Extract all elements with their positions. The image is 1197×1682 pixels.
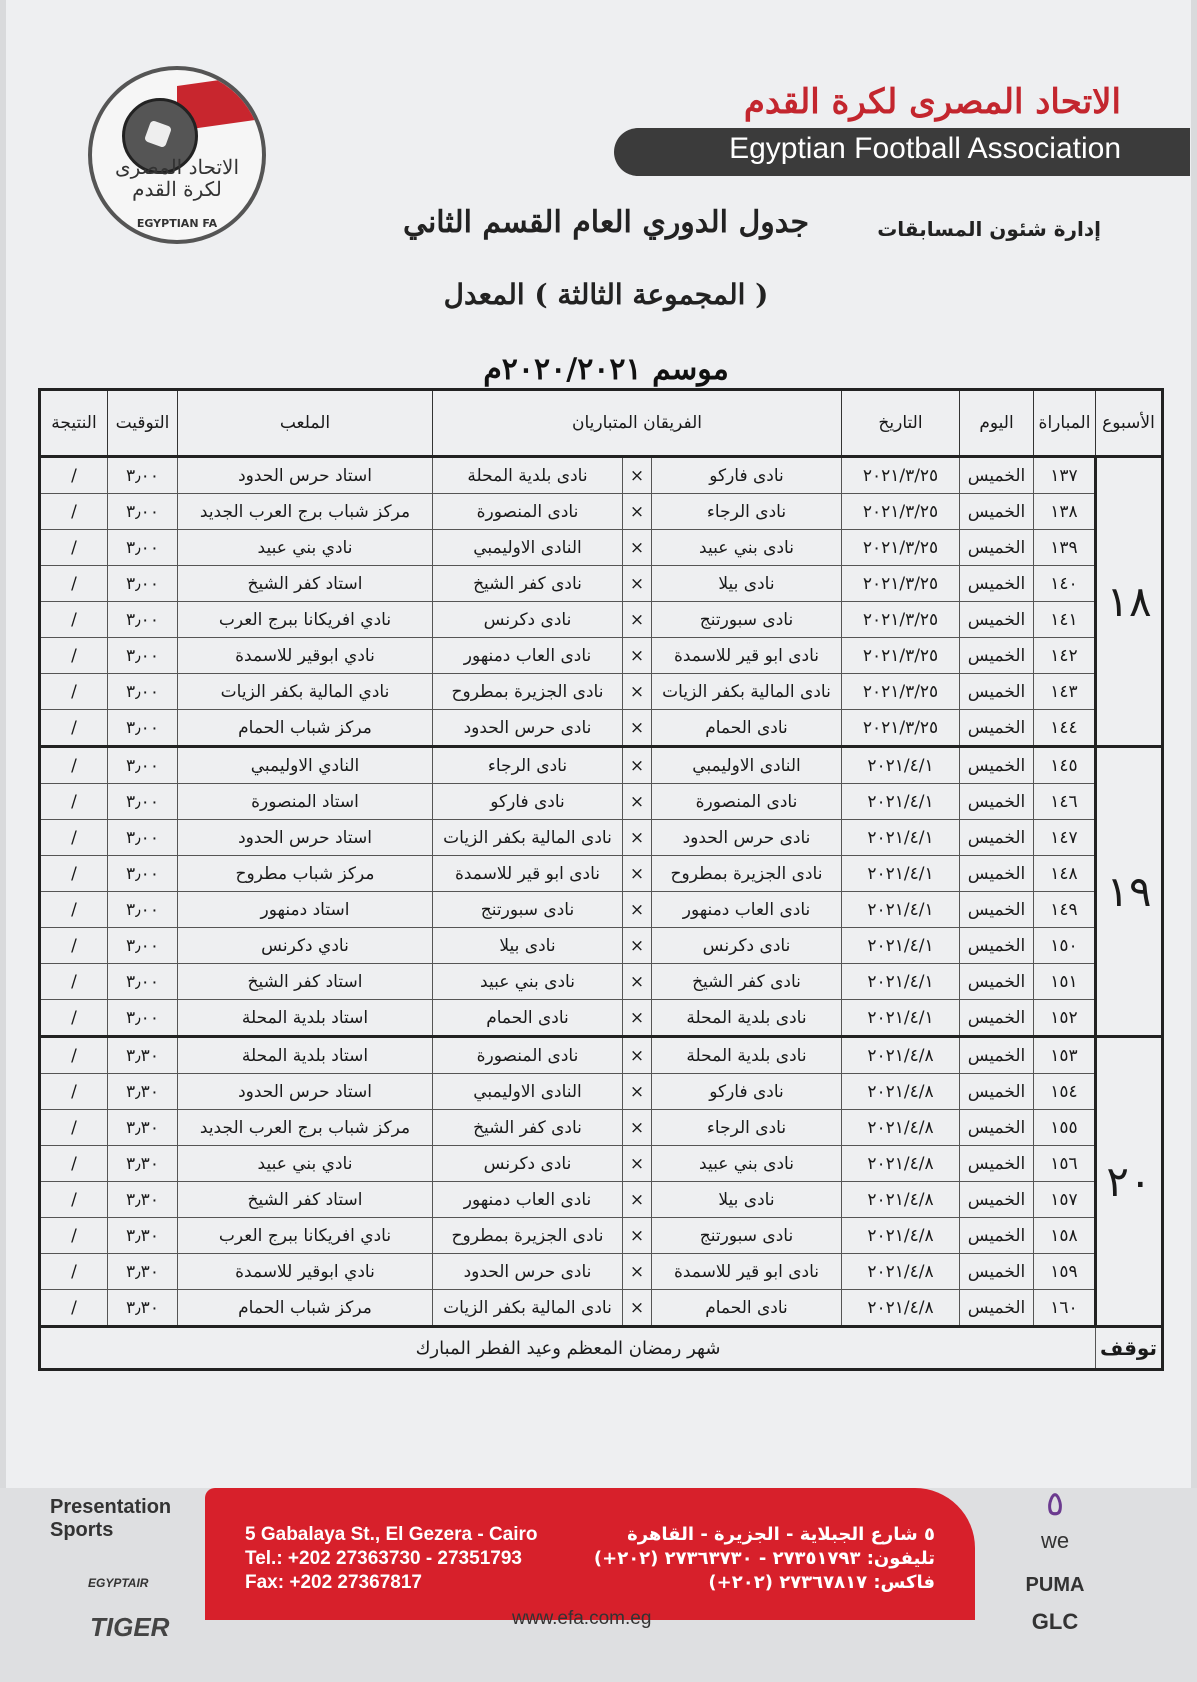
kickoff-time: ٣٫٠٠ <box>108 892 178 928</box>
away-team: نادى الرجاء <box>433 747 623 784</box>
result-cell: / <box>40 784 108 820</box>
away-team: نادى بلدية المحلة <box>433 457 623 494</box>
versus-mark: × <box>623 820 652 856</box>
col-time: التوقيت <box>108 390 178 457</box>
org-name-ar: الاتحاد المصرى لكرة القدم <box>743 82 1121 122</box>
logo-text-en: EGYPTIAN FA <box>136 217 218 230</box>
match-number: ١٣٧ <box>1034 457 1096 494</box>
kickoff-time: ٣٫٠٠ <box>108 964 178 1000</box>
home-team: نادى الجزيرة بمطروح <box>652 856 842 892</box>
result-cell: / <box>40 1074 108 1110</box>
kickoff-time: ٣٫٣٠ <box>108 1074 178 1110</box>
match-day: الخميس <box>960 638 1034 674</box>
match-day: الخميس <box>960 602 1034 638</box>
stadium: نادي ابوقير للاسمدة <box>178 1254 433 1290</box>
table-row <box>40 566 1163 602</box>
pause-row <box>40 1327 1163 1370</box>
versus-mark: × <box>623 457 652 494</box>
versus-mark: × <box>623 674 652 710</box>
versus-mark: × <box>623 784 652 820</box>
away-team: نادى بيلا <box>433 928 623 964</box>
match-number: ١٥١ <box>1034 964 1096 1000</box>
match-number: ١٤٨ <box>1034 856 1096 892</box>
stadium: نادي دكرنس <box>178 928 433 964</box>
match-date: ٢٠٢١/٤/٨ <box>842 1290 960 1327</box>
website-link[interactable]: www.efa.com.eg <box>512 1608 652 1629</box>
result-cell: / <box>40 674 108 710</box>
versus-mark: × <box>623 710 652 747</box>
match-number: ١٤٠ <box>1034 566 1096 602</box>
result-cell: / <box>40 566 108 602</box>
stadium: مركز شباب برج العرب الجديد <box>178 494 433 530</box>
match-date: ٢٠٢١/٣/٢٥ <box>842 638 960 674</box>
stadium: مركز شباب برج العرب الجديد <box>178 1110 433 1146</box>
home-team: النادى الاوليمبي <box>652 747 842 784</box>
match-day: الخميس <box>960 820 1034 856</box>
match-date: ٢٠٢١/٤/٨ <box>842 1037 960 1074</box>
match-day: الخميس <box>960 1182 1034 1218</box>
match-day: الخميس <box>960 1254 1034 1290</box>
match-day: الخميس <box>960 1000 1034 1037</box>
home-team: نادى بيلا <box>652 566 842 602</box>
table-row <box>40 602 1163 638</box>
match-number: ١٤٧ <box>1034 820 1096 856</box>
match-date: ٢٠٢١/٣/٢٥ <box>842 710 960 747</box>
away-team: نادى بني عبيد <box>433 964 623 1000</box>
stadium: استاد بلدية المحلة <box>178 1000 433 1037</box>
stadium: استاد كفر الشيخ <box>178 964 433 1000</box>
match-date: ٢٠٢١/٤/٨ <box>842 1146 960 1182</box>
match-number: ١٣٨ <box>1034 494 1096 530</box>
match-date: ٢٠٢١/٣/٢٥ <box>842 602 960 638</box>
away-team: النادى الاوليمبي <box>433 1074 623 1110</box>
result-cell: / <box>40 710 108 747</box>
table-row <box>40 457 1163 494</box>
kickoff-time: ٣٫٠٠ <box>108 747 178 784</box>
result-cell: / <box>40 928 108 964</box>
result-cell: / <box>40 856 108 892</box>
we-logo: we <box>1040 1528 1070 1553</box>
match-number: ١٥٨ <box>1034 1218 1096 1254</box>
result-cell: / <box>40 1037 108 1074</box>
match-date: ٢٠٢١/٤/١ <box>842 964 960 1000</box>
kickoff-time: ٣٫٠٠ <box>108 494 178 530</box>
match-day: الخميس <box>960 1146 1034 1182</box>
versus-mark: × <box>623 964 652 1000</box>
stadium: استاد كفر الشيخ <box>178 1182 433 1218</box>
match-day: الخميس <box>960 1110 1034 1146</box>
kickoff-time: ٣٫٠٠ <box>108 820 178 856</box>
result-cell: / <box>40 892 108 928</box>
home-team: نادى الرجاء <box>652 1110 842 1146</box>
result-cell: / <box>40 530 108 566</box>
stadium: مركز شباب الحمام <box>178 1290 433 1327</box>
we-icon: ٥ <box>1045 1485 1065 1523</box>
match-number: ١٦٠ <box>1034 1290 1096 1327</box>
result-cell: / <box>40 964 108 1000</box>
table-row <box>40 1146 1163 1182</box>
col-match: المباراة <box>1034 390 1096 457</box>
department-label: إدارة شئون المسابقات <box>877 217 1101 241</box>
week-number: ١٩ <box>1096 747 1163 1037</box>
tel-en: Tel.: +202 27363730 - 27351793 <box>245 1548 522 1569</box>
match-number: ١٥٣ <box>1034 1037 1096 1074</box>
home-team: نادى الحمام <box>652 710 842 747</box>
tel-ar: تليفون: ٢٧٣٥١٧٩٣ - ٢٧٣٦٣٧٣٠ (٢٠٢+) <box>593 1548 935 1569</box>
fax-en: Fax: +202 27367817 <box>245 1572 422 1593</box>
result-cell: / <box>40 1290 108 1327</box>
puma-logo: PUMA <box>1025 1574 1085 1596</box>
pause-text: شهر رمضان المعظم وعيد الفطر المبارك <box>40 1327 1096 1370</box>
away-team: نادى الجزيرة بمطروح <box>433 1218 623 1254</box>
address-line-en: 5 Gabalaya St., El Gezera - Cairo <box>245 1524 538 1545</box>
home-team: نادى بني عبيد <box>652 1146 842 1182</box>
home-team: نادى المنصورة <box>652 784 842 820</box>
match-date: ٢٠٢١/٤/١ <box>842 856 960 892</box>
table-row <box>40 1037 1163 1074</box>
versus-mark: × <box>623 856 652 892</box>
match-number: ١٥٠ <box>1034 928 1096 964</box>
versus-mark: × <box>623 892 652 928</box>
match-day: الخميس <box>960 710 1034 747</box>
match-date: ٢٠٢١/٤/١ <box>842 784 960 820</box>
result-cell: / <box>40 820 108 856</box>
table-row <box>40 710 1163 747</box>
versus-mark: × <box>623 494 652 530</box>
sponsors-left <box>50 1496 200 1643</box>
table-header-row <box>40 390 1163 457</box>
table-row <box>40 856 1163 892</box>
stadium: نادي ابوقير للاسمدة <box>178 638 433 674</box>
table-row <box>40 494 1163 530</box>
stadium: مركز شباب مطروح <box>178 856 433 892</box>
kickoff-time: ٣٫٣٠ <box>108 1146 178 1182</box>
away-team: نادى حرس الحدود <box>433 710 623 747</box>
match-date: ٢٠٢١/٤/٨ <box>842 1182 960 1218</box>
kickoff-time: ٣٫٠٠ <box>108 602 178 638</box>
sponsors-right <box>1000 1486 1110 1635</box>
kickoff-time: ٣٫٣٠ <box>108 1110 178 1146</box>
table-row <box>40 1182 1163 1218</box>
match-day: الخميس <box>960 1218 1034 1254</box>
away-team: نادى فاركو <box>433 784 623 820</box>
match-day: الخميس <box>960 530 1034 566</box>
versus-mark: × <box>623 1182 652 1218</box>
stadium: استاد دمنهور <box>178 892 433 928</box>
versus-mark: × <box>623 530 652 566</box>
address-ar <box>594 1523 935 1595</box>
col-stadium: الملعب <box>178 390 433 457</box>
stadium: استاد حرس الحدود <box>178 457 433 494</box>
stadium: استاد المنصورة <box>178 784 433 820</box>
home-team: نادى بلدية المحلة <box>652 1037 842 1074</box>
presentation-sports-logo: Presentation Sports <box>50 1496 172 1541</box>
match-day: الخميس <box>960 928 1034 964</box>
match-number: ١٤٢ <box>1034 638 1096 674</box>
home-team: نادى سبورتنج <box>652 602 842 638</box>
result-cell: / <box>40 1000 108 1037</box>
kickoff-time: ٣٫٣٠ <box>108 1037 178 1074</box>
match-day: الخميس <box>960 1290 1034 1327</box>
match-number: ١٥٦ <box>1034 1146 1096 1182</box>
away-team: نادى دكرنس <box>433 602 623 638</box>
result-cell: / <box>40 602 108 638</box>
efa-logo <box>88 66 266 244</box>
away-team: نادى المالية بكفر الزيات <box>433 820 623 856</box>
kickoff-time: ٣٫٣٠ <box>108 1290 178 1327</box>
fixtures-body <box>40 457 1163 1327</box>
result-cell: / <box>40 1182 108 1218</box>
table-row <box>40 638 1163 674</box>
home-team: نادى سبورتنج <box>652 1218 842 1254</box>
fax-ar: فاكس: ٢٧٣٦٧٨١٧ (٢٠٢+) <box>708 1572 935 1593</box>
schedule-title: جدول الدوري العام القسم الثاني <box>402 205 810 240</box>
versus-mark: × <box>623 1110 652 1146</box>
home-team: نادى كفر الشيخ <box>652 964 842 1000</box>
kickoff-time: ٣٫٠٠ <box>108 566 178 602</box>
home-team: نادى المالية بكفر الزيات <box>652 674 842 710</box>
home-team: نادى بلدية المحلة <box>652 1000 842 1037</box>
match-number: ١٥٢ <box>1034 1000 1096 1037</box>
stadium: نادي بني عبيد <box>178 1146 433 1182</box>
match-day: الخميس <box>960 856 1034 892</box>
stadium: نادي المالية بكفر الزيات <box>178 674 433 710</box>
stadium: استاد حرس الحدود <box>178 820 433 856</box>
home-team: نادى فاركو <box>652 457 842 494</box>
home-team: نادى بيلا <box>652 1182 842 1218</box>
away-team: نادى المنصورة <box>433 1037 623 1074</box>
table-row <box>40 1254 1163 1290</box>
result-cell: / <box>40 1218 108 1254</box>
kickoff-time: ٣٫٠٠ <box>108 784 178 820</box>
col-week: الأسبوع <box>1096 390 1163 457</box>
match-day: الخميس <box>960 784 1034 820</box>
match-day: الخميس <box>960 674 1034 710</box>
result-cell: / <box>40 638 108 674</box>
versus-mark: × <box>623 1290 652 1327</box>
versus-mark: × <box>623 1074 652 1110</box>
match-date: ٢٠٢١/٤/١ <box>842 820 960 856</box>
match-number: ١٥٤ <box>1034 1074 1096 1110</box>
versus-mark: × <box>623 928 652 964</box>
home-team: نادى دكرنس <box>652 928 842 964</box>
stadium: نادي افريكانا ببرج العرب <box>178 1218 433 1254</box>
away-team: نادى حرس الحدود <box>433 1254 623 1290</box>
kickoff-time: ٣٫٠٠ <box>108 1000 178 1037</box>
match-date: ٢٠٢١/٣/٢٥ <box>842 494 960 530</box>
result-cell: / <box>40 494 108 530</box>
match-date: ٢٠٢١/٣/٢٥ <box>842 530 960 566</box>
home-team: نادى ابو قير للاسمدة <box>652 638 842 674</box>
versus-mark: × <box>623 747 652 784</box>
away-team: نادى العاب دمنهور <box>433 1182 623 1218</box>
stadium: نادي افريكانا ببرج العرب <box>178 602 433 638</box>
away-team: نادى ابو قير للاسمدة <box>433 856 623 892</box>
match-day: الخميس <box>960 566 1034 602</box>
versus-mark: × <box>623 1146 652 1182</box>
match-number: ١٥٥ <box>1034 1110 1096 1146</box>
week-number: ٢٠ <box>1096 1037 1163 1327</box>
home-team: نادى الحمام <box>652 1290 842 1327</box>
match-date: ٢٠٢١/٤/٨ <box>842 1218 960 1254</box>
match-date: ٢٠٢١/٣/٢٥ <box>842 674 960 710</box>
kickoff-time: ٣٫٠٠ <box>108 638 178 674</box>
versus-mark: × <box>623 1218 652 1254</box>
away-team: نادى كفر الشيخ <box>433 1110 623 1146</box>
table-row <box>40 747 1163 784</box>
result-cell: / <box>40 1146 108 1182</box>
match-number: ١٤٦ <box>1034 784 1096 820</box>
versus-mark: × <box>623 1000 652 1037</box>
match-day: الخميس <box>960 457 1034 494</box>
away-team: نادى المالية بكفر الزيات <box>433 1290 623 1327</box>
away-team: نادى سبورتنج <box>433 892 623 928</box>
kickoff-time: ٣٫٠٠ <box>108 928 178 964</box>
kickoff-time: ٣٫٣٠ <box>108 1182 178 1218</box>
stadium: استاد كفر الشيخ <box>178 566 433 602</box>
table-row <box>40 530 1163 566</box>
kickoff-time: ٣٫٣٠ <box>108 1218 178 1254</box>
match-date: ٢٠٢١/٣/٢٥ <box>842 566 960 602</box>
match-number: ١٥٧ <box>1034 1182 1096 1218</box>
kickoff-time: ٣٫٠٠ <box>108 674 178 710</box>
match-number: ١٤٣ <box>1034 674 1096 710</box>
home-team: نادى بني عبيد <box>652 530 842 566</box>
match-date: ٢٠٢١/٤/١ <box>842 928 960 964</box>
stadium: استاد حرس الحدود <box>178 1074 433 1110</box>
away-team: نادى الحمام <box>433 1000 623 1037</box>
away-team: نادى دكرنس <box>433 1146 623 1182</box>
col-result: النتيجة <box>40 390 108 457</box>
stadium: نادي بني عبيد <box>178 530 433 566</box>
season-title: موسم ٢٠٢٠/٢٠٢١م <box>483 352 729 387</box>
away-team: نادى الجزيرة بمطروح <box>433 674 623 710</box>
result-cell: / <box>40 1254 108 1290</box>
match-number: ١٥٩ <box>1034 1254 1096 1290</box>
org-name-en: Egyptian Football Association <box>729 132 1121 165</box>
home-team: نادى العاب دمنهور <box>652 892 842 928</box>
logo-text-ar: الاتحاد المصرى لكرة القدم <box>114 155 240 201</box>
table-row <box>40 820 1163 856</box>
pause-label: توقف <box>1096 1327 1163 1370</box>
egyptair-logo: EGYPTAIR <box>88 1576 149 1590</box>
kickoff-time: ٣٫٠٠ <box>108 710 178 747</box>
match-day: الخميس <box>960 1037 1034 1074</box>
result-cell: / <box>40 747 108 784</box>
table-row <box>40 1074 1163 1110</box>
match-number: ١٣٩ <box>1034 530 1096 566</box>
match-date: ٢٠٢١/٤/١ <box>842 747 960 784</box>
table-row <box>40 892 1163 928</box>
tiger-logo: TIGER <box>90 1612 170 1642</box>
table-row <box>40 1110 1163 1146</box>
stadium: استاد بلدية المحلة <box>178 1037 433 1074</box>
table-row <box>40 1290 1163 1327</box>
address-en <box>245 1523 538 1595</box>
match-date: ٢٠٢١/٤/١ <box>842 1000 960 1037</box>
versus-mark: × <box>623 1037 652 1074</box>
table-row <box>40 928 1163 964</box>
table-row <box>40 1000 1163 1037</box>
match-number: ١٤٤ <box>1034 710 1096 747</box>
fixtures-table <box>38 388 1164 1371</box>
col-day: اليوم <box>960 390 1034 457</box>
kickoff-time: ٣٫٠٠ <box>108 856 178 892</box>
match-day: الخميس <box>960 747 1034 784</box>
match-date: ٢٠٢١/٤/٨ <box>842 1110 960 1146</box>
home-team: نادى فاركو <box>652 1074 842 1110</box>
table-row <box>40 1218 1163 1254</box>
glc-logo: GLC <box>1031 1609 1079 1634</box>
away-team: نادى العاب دمنهور <box>433 638 623 674</box>
match-day: الخميس <box>960 1074 1034 1110</box>
kickoff-time: ٣٫٠٠ <box>108 457 178 494</box>
match-number: ١٤٥ <box>1034 747 1096 784</box>
home-team: نادى الرجاء <box>652 494 842 530</box>
result-cell: / <box>40 457 108 494</box>
home-team: نادى حرس الحدود <box>652 820 842 856</box>
home-team: نادى ابو قير للاسمدة <box>652 1254 842 1290</box>
match-number: ١٤١ <box>1034 602 1096 638</box>
address-line-ar: ٥ شارع الجبلاية - الجزيرة - القاهرة <box>627 1524 935 1545</box>
versus-mark: × <box>623 638 652 674</box>
col-teams: الفريقان المتباريان <box>433 390 842 457</box>
away-team: نادى كفر الشيخ <box>433 566 623 602</box>
match-day: الخميس <box>960 964 1034 1000</box>
result-cell: / <box>40 1110 108 1146</box>
kickoff-time: ٣٫٠٠ <box>108 530 178 566</box>
match-date: ٢٠٢١/٤/٨ <box>842 1074 960 1110</box>
col-date: التاريخ <box>842 390 960 457</box>
group-title: ( المجموعة الثالثة ) المعدل <box>443 278 769 311</box>
table-row <box>40 964 1163 1000</box>
match-date: ٢٠٢١/٣/٢٥ <box>842 457 960 494</box>
versus-mark: × <box>623 1254 652 1290</box>
stadium: النادي الاوليمبي <box>178 747 433 784</box>
match-number: ١٤٩ <box>1034 892 1096 928</box>
table-row <box>40 784 1163 820</box>
table-row <box>40 674 1163 710</box>
versus-mark: × <box>623 566 652 602</box>
stadium: مركز شباب الحمام <box>178 710 433 747</box>
versus-mark: × <box>623 602 652 638</box>
away-team: نادى المنصورة <box>433 494 623 530</box>
away-team: النادى الاوليمبي <box>433 530 623 566</box>
match-day: الخميس <box>960 494 1034 530</box>
match-date: ٢٠٢١/٤/١ <box>842 892 960 928</box>
match-date: ٢٠٢١/٤/٨ <box>842 1254 960 1290</box>
week-number: ١٨ <box>1096 457 1163 747</box>
kickoff-time: ٣٫٣٠ <box>108 1254 178 1290</box>
match-day: الخميس <box>960 892 1034 928</box>
